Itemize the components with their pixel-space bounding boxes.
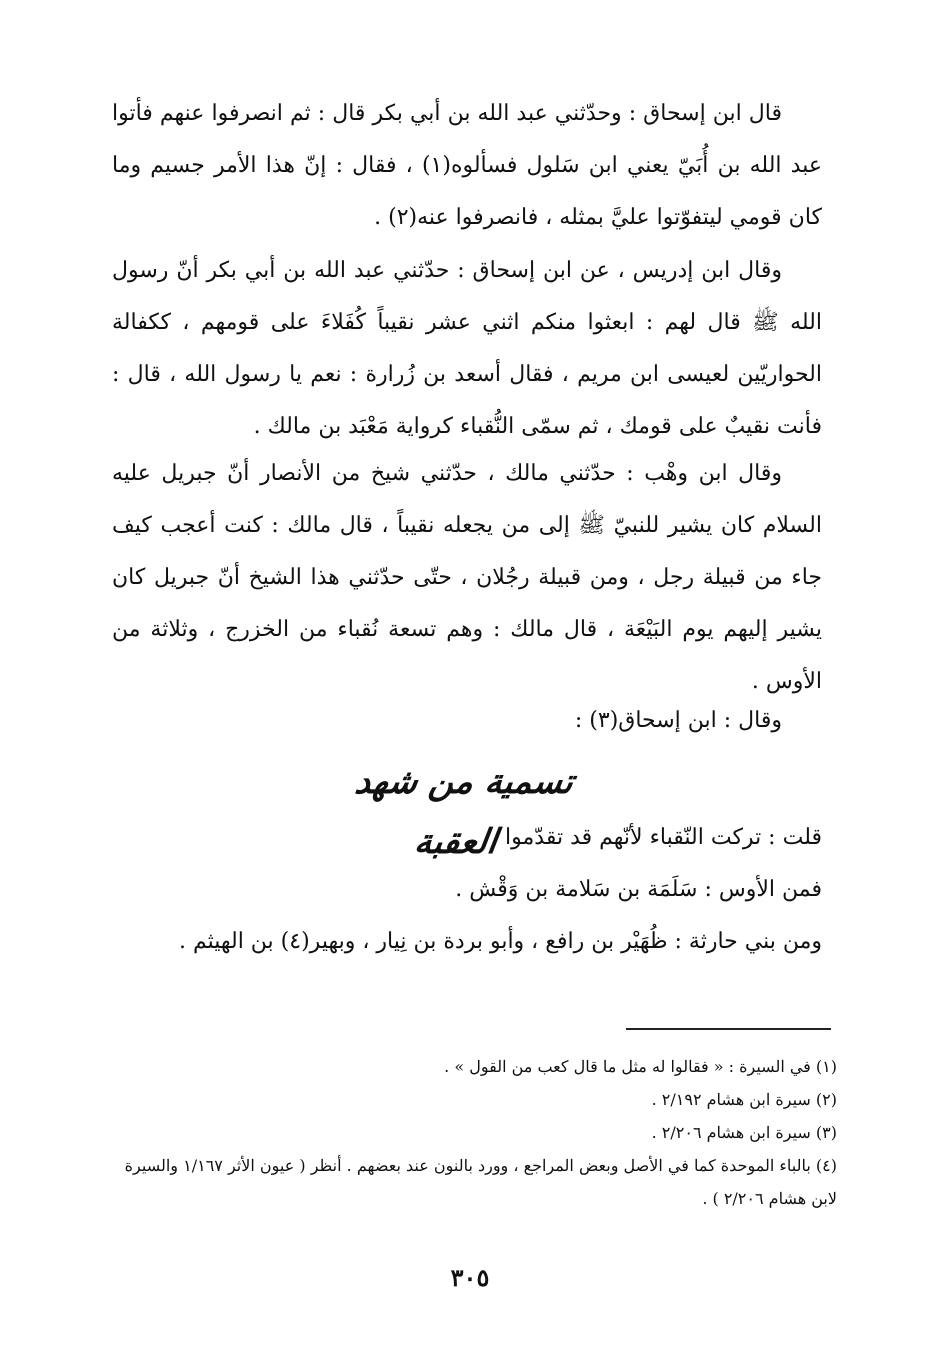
footnote-divider xyxy=(626,1028,831,1030)
paragraph-ibn-ishaq-narration: قال ابن إسحاق : وحدّثني عبد الله بن أبي بكر قال : ثم انصرفوا عنهم فأتوا عبد الله بن أُبَيّ يعني ابن سَلول فسألوه(١) ، فقال : إنّ هذا الأمر جسيم وما كان قومي ليتفوّتوا عليَّ بمثله ، فانصرفوا عنه(٢) . xyxy=(112,101,822,230)
footnote-3: (٣) سيرة ابن هشام ٢/٢٠٦ . xyxy=(651,1123,837,1142)
paragraph-ibn-idris-narration: وقال ابن إدريس ، عن ابن إسحاق : حدّثني عبد الله بن أبي بكر أنّ رسول الله ﷺ قال لهم : ابعثوا منكم اثني عشر نقيباً كُفَلاءَ على قومهم ، ككفالة الحواريّين لعيسى ابن مريم ، فقال أسعد بن زُرارة : نعم يا رسول الله ، قال : فأنت نقيبٌ على قومك ، ثم سمّى النُّقباء كرواية مَعْبَد بن مالك . xyxy=(112,258,822,439)
paragraph-block-3 xyxy=(112,448,822,708)
footnote-1: (١) في السيرة : « فقالوا له مثل ما قال كعب من القول » . xyxy=(444,1057,837,1076)
footnote-4: (٤) بالباء الموحدة كما في الأصل وبعض المراجع ، وورد بالنون عند بعضهم . أنظر ( عيون الأثر ١/١٦٧ والسيرة لابن هشام ٢/٢٠٦ ) . xyxy=(124,1156,837,1208)
page-number: ٣٠٥ xyxy=(450,1263,490,1292)
footnote-2: (٢) سيرة ابن هشام ٢/١٩٢ . xyxy=(651,1090,837,1109)
paragraph-block-2 xyxy=(112,245,822,453)
paragraph-ibn-wahb-narration: وقال ابن وهْب : حدّثني مالك ، حدّثني شيخ من الأنصار أنّ جبريل عليه السلام كان يشير للنبيّ ﷺ إلى من يجعله نقيباً ، قال مالك : كنت أعجب كيف جاء من قبيلة رجل ، ومن قبيلة رجُلان ، حتّى حدّثني هذا الشيخ أنّ جبريل كان يشير إليهم يوم البَيْعَة ، قال مالك : وهم تسعة نُقباء من الخزرج ، وثلاثة من الأوس . xyxy=(112,461,822,694)
bani-haritha-line: ومن بني حارثة : ظُهَيْر بن رافع ، وأبو بردة بن نِيار ، وبهير(٤) بن الهيثم . xyxy=(178,929,822,954)
paragraph-block-1 xyxy=(112,88,822,244)
aws-line: فمن الأوس : سَلَمَة بن سَلامة بن وَقْش . xyxy=(455,877,822,902)
paragraph-block-4 xyxy=(112,695,822,747)
names-list-block xyxy=(112,812,822,968)
paragraph-ibn-ishaq-intro: وقال : ابن إسحاق(٣) : xyxy=(574,708,782,733)
footnotes xyxy=(112,1050,837,1215)
section-heading: تسمية من شهد العقبة xyxy=(352,762,576,862)
note-line: قلت : تركت النّقباء لأنّهم قد تقدّموا . xyxy=(491,825,822,850)
